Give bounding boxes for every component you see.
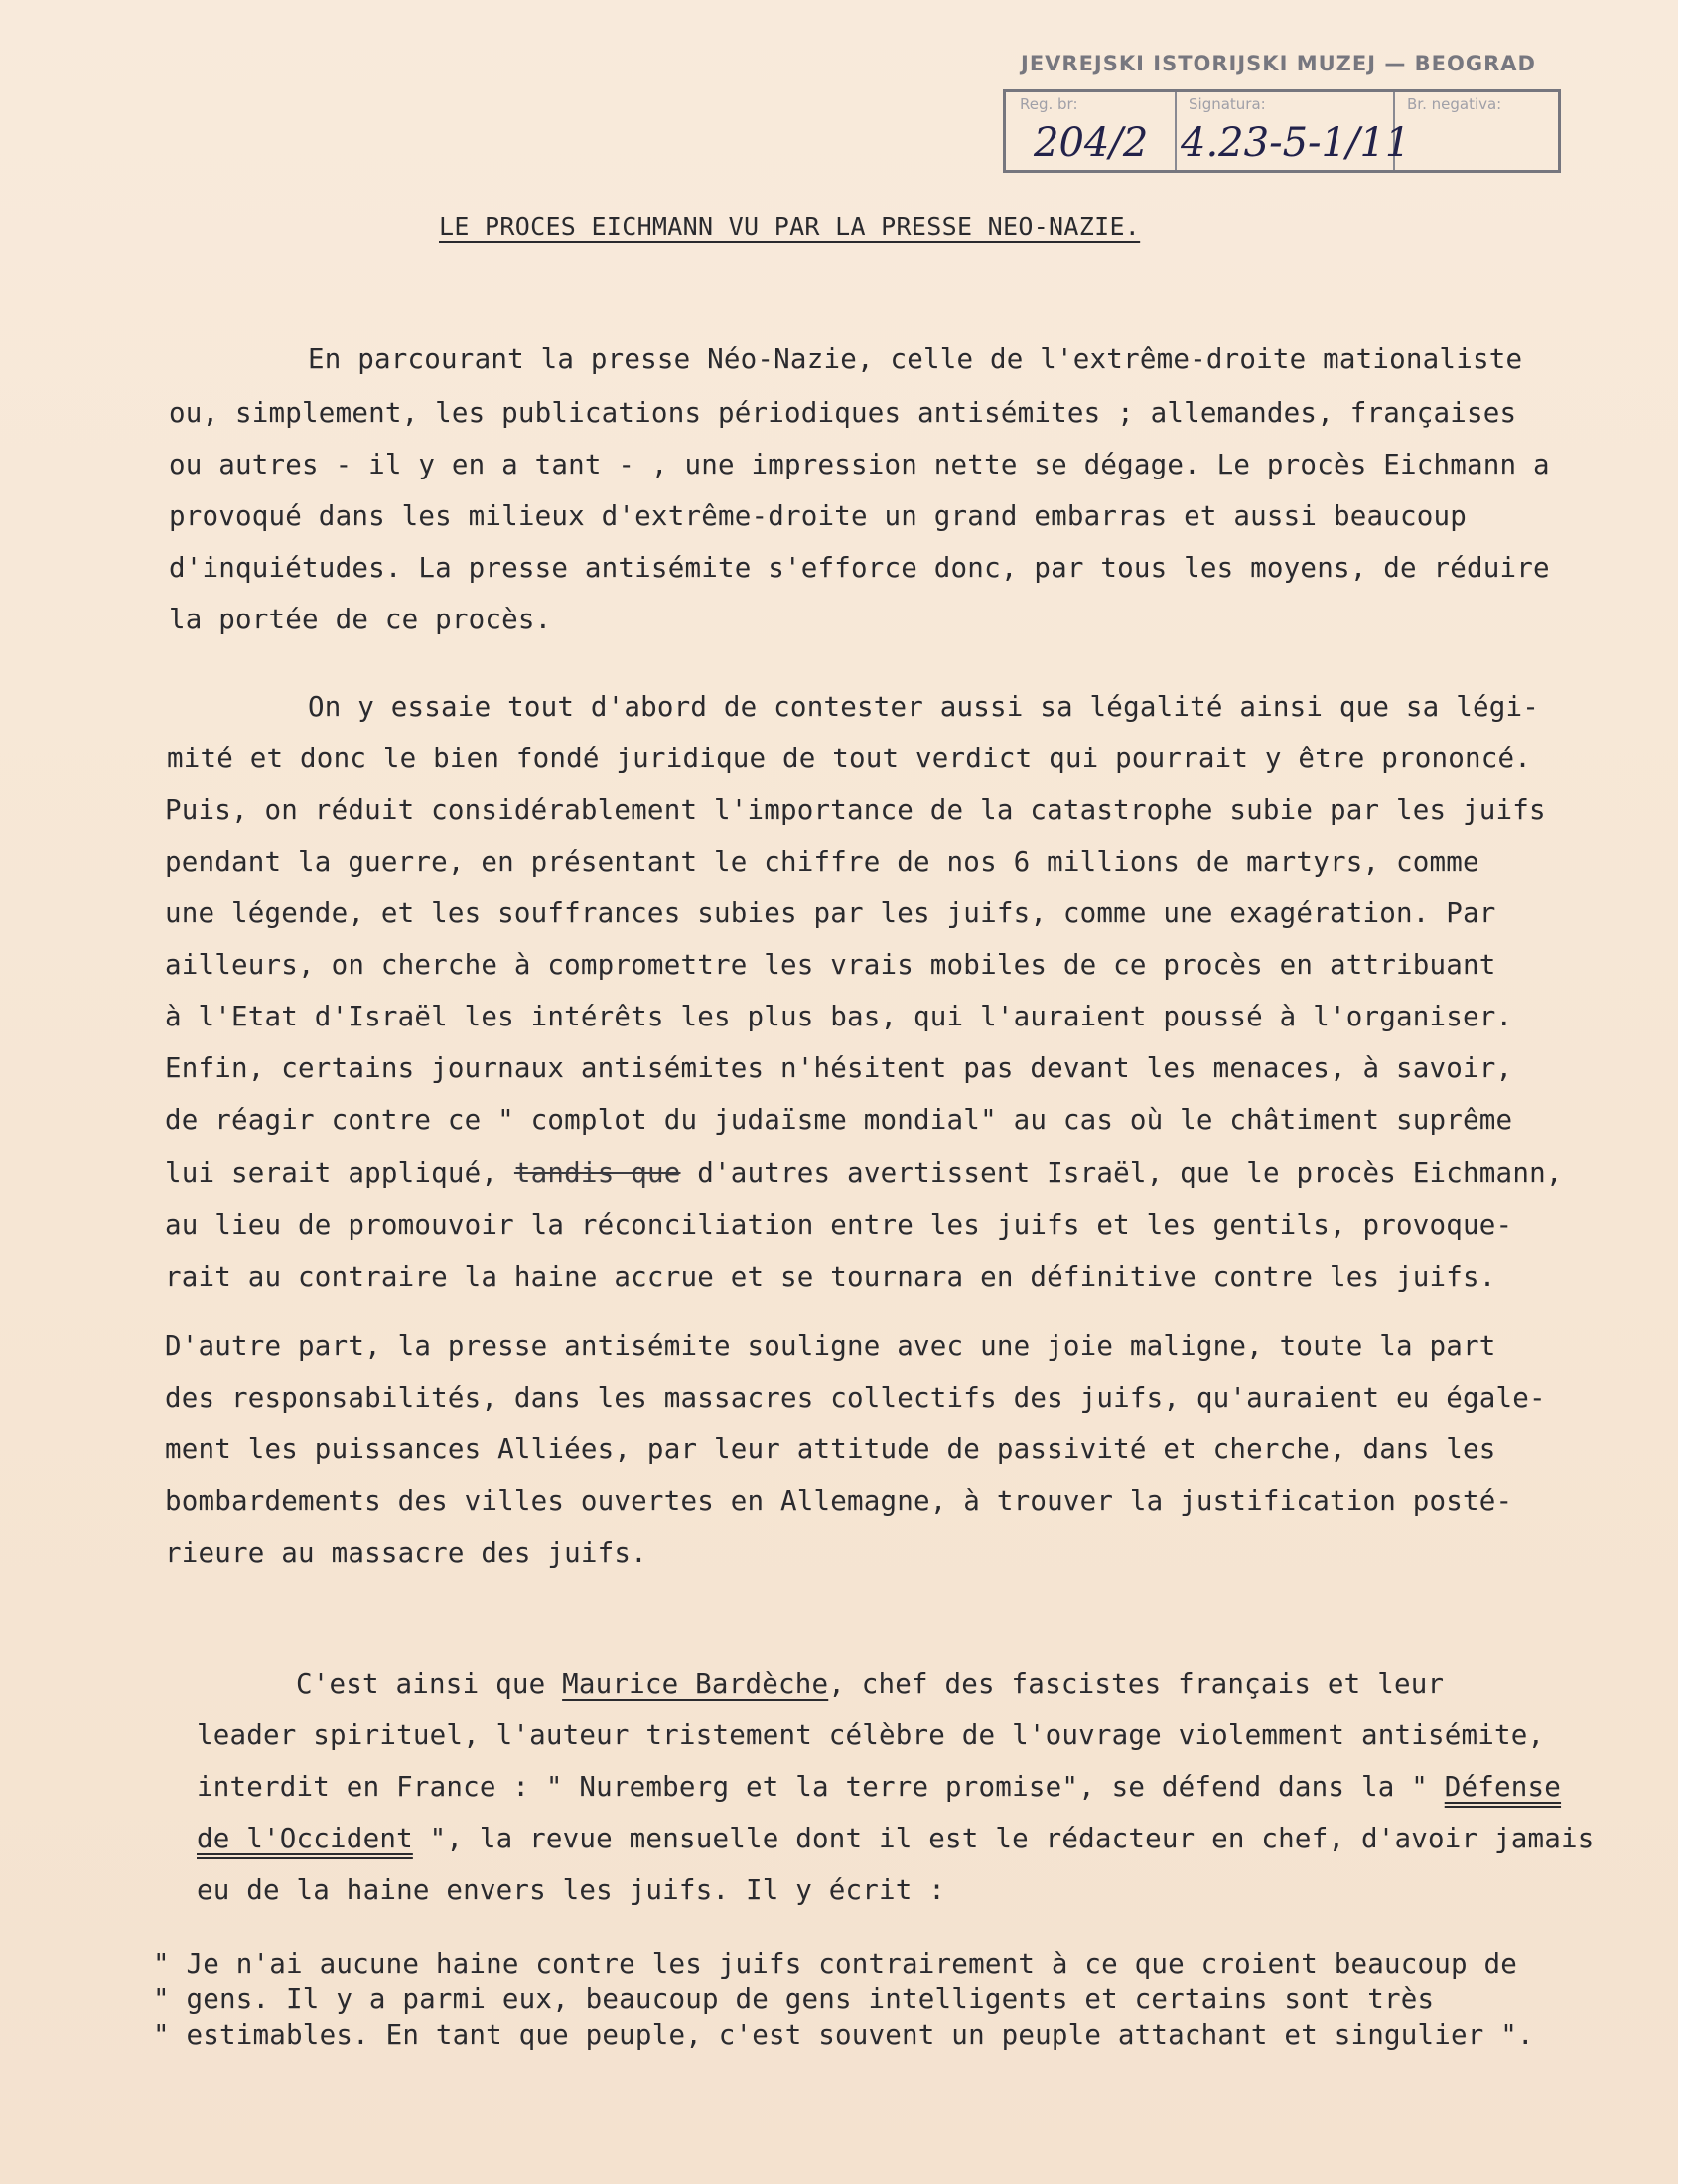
p2-line-1: On y essaie tout d'abord de contester aussi sa légalité ainsi que sa légi- bbox=[308, 691, 1539, 723]
stamp-box bbox=[1003, 89, 1561, 173]
museum-stamp bbox=[1003, 44, 1559, 171]
p4-line-5: eu de la haine envers les juifs. Il y écrit : bbox=[197, 1874, 946, 1906]
stamp-label-negativ: Br. negativa: bbox=[1407, 95, 1502, 113]
journal-name-part-1: Défense bbox=[1444, 1771, 1562, 1803]
p2-line-8: Enfin, certains journaux antisémites n'hésitent pas devant les menaces, à savoir, bbox=[165, 1052, 1513, 1084]
stamp-signatura-value: 4.23-5-1/11 bbox=[1181, 120, 1411, 166]
p2-line-3: Puis, on réduit considérablement l'importance de la catastrophe subie par les juifs bbox=[165, 794, 1546, 826]
p1-line-2: ou, simplement, les publications périodiques antisémites ; allemandes, françaises bbox=[169, 397, 1517, 429]
p4-line-1-before: C'est ainsi que bbox=[296, 1668, 546, 1700]
p2-line-6: ailleurs, on cherche à compromettre les vrais mobiles de ce procès en attribuant bbox=[165, 949, 1496, 981]
p2-line-2: mité et donc le bien fondé juridique de tout verdict qui pourrait y être prononcé. bbox=[167, 743, 1532, 774]
quote-line-2: " gens. Il y a parmi eux, beaucoup de gens intelligents et certains sont très bbox=[153, 1983, 1435, 2015]
p4-line-4-after: ", la revue mensuelle dont il est le rédacteur en chef, d'avoir jamais bbox=[412, 1823, 1595, 1854]
stamp-reg-number: 204/2 bbox=[1034, 120, 1149, 166]
p2-line-11: au lieu de promouvoir la réconciliation entre les juifs et les gentils, provoque- bbox=[165, 1209, 1513, 1241]
quote-line-1: " Je n'ai aucune haine contre les juifs contrairement à ce que croient beaucoup de bbox=[153, 1948, 1518, 1979]
p4-line-3 bbox=[197, 1771, 1561, 1803]
stamp-institution: JEVREJSKI ISTORIJSKI MUZEJ — BEOGRAD bbox=[1021, 52, 1536, 75]
p3-line-1: D'autre part, la presse antisémite souligne avec une joie maligne, toute la part bbox=[165, 1330, 1496, 1362]
p4-line-4 bbox=[197, 1823, 1595, 1854]
stamp-label-reg: Reg. br: bbox=[1020, 95, 1078, 113]
stamp-label-signatura: Signatura: bbox=[1189, 95, 1266, 113]
p2-line-5: une légende, et les souffrances subies par les juifs, comme une exagération. Par bbox=[165, 897, 1496, 929]
p1-line-6: la portée de ce procès. bbox=[169, 604, 552, 635]
p2-line-4: pendant la guerre, en présentant le chiffre de nos 6 millions de martyrs, comme bbox=[165, 846, 1479, 878]
p4-line-1 bbox=[296, 1668, 1444, 1700]
p4-line-1-after: , chef des fascistes français et leur bbox=[828, 1668, 1445, 1700]
p3-line-5: rieure au massacre des juifs. bbox=[165, 1537, 647, 1569]
p2-line-10 bbox=[165, 1158, 1563, 1189]
p3-line-2: des responsabilités, dans les massacres collectifs des juifs, qu'auraient eu égale- bbox=[165, 1382, 1546, 1414]
p2-line-9: de réagir contre ce " complot du judaïsme mondial" au cas où le châtiment suprême bbox=[165, 1104, 1513, 1136]
p1-line-5: d'inquiétudes. La presse antisémite s'efforce donc, par tous les moyens, de réduire bbox=[169, 552, 1550, 584]
p2-line-10-before: lui serait appliqué, bbox=[165, 1158, 498, 1189]
p3-line-3: ment les puissances Alliées, par leur attitude de passivité et cherche, dans les bbox=[165, 1433, 1496, 1465]
struck-text: tandis que bbox=[513, 1158, 681, 1189]
quote-line-3: " estimables. En tant que peuple, c'est souvent un peuple attachant et singulier ". bbox=[153, 2019, 1534, 2051]
p1-line-1: En parcourant la presse Néo-Nazie, celle de l'extrême-droite mationaliste bbox=[308, 343, 1523, 375]
p3-line-4: bombardements des villes ouvertes en Allemagne, à trouver la justification posté- bbox=[165, 1485, 1513, 1517]
stamp-cell-negativ bbox=[1393, 92, 1558, 170]
p2-line-12: rait au contraire la haine accrue et se tournara en définitive contre les juifs. bbox=[165, 1261, 1496, 1293]
p1-line-4: provoqué dans les milieux d'extrême-droite un grand embarras et aussi beaucoup bbox=[169, 500, 1467, 532]
author-name: Maurice Bardèche bbox=[562, 1668, 829, 1700]
journal-name-part-2: de l'Occident bbox=[197, 1823, 413, 1854]
p2-line-10-after: d'autres avertissent Israël, que le procès Eichmann, bbox=[697, 1158, 1563, 1189]
p2-line-7: à l'Etat d'Israël les intérêts les plus bas, qui l'auraient poussé à l'organiser. bbox=[165, 1001, 1513, 1032]
p4-line-3-before: interdit en France : " Nuremberg et la terre promise", se défend dans la " bbox=[197, 1771, 1428, 1803]
scan-edge bbox=[1678, 0, 1688, 2184]
document-title: LE PROCES EICHMANN VU PAR LA PRESSE NEO-NAZIE. bbox=[439, 212, 1141, 241]
p4-line-2: leader spirituel, l'auteur tristement célèbre de l'ouvrage violemment antisémite, bbox=[197, 1719, 1545, 1751]
p1-line-3: ou autres - il y en a tant - , une impression nette se dégage. Le procès Eichmann a bbox=[169, 449, 1550, 480]
